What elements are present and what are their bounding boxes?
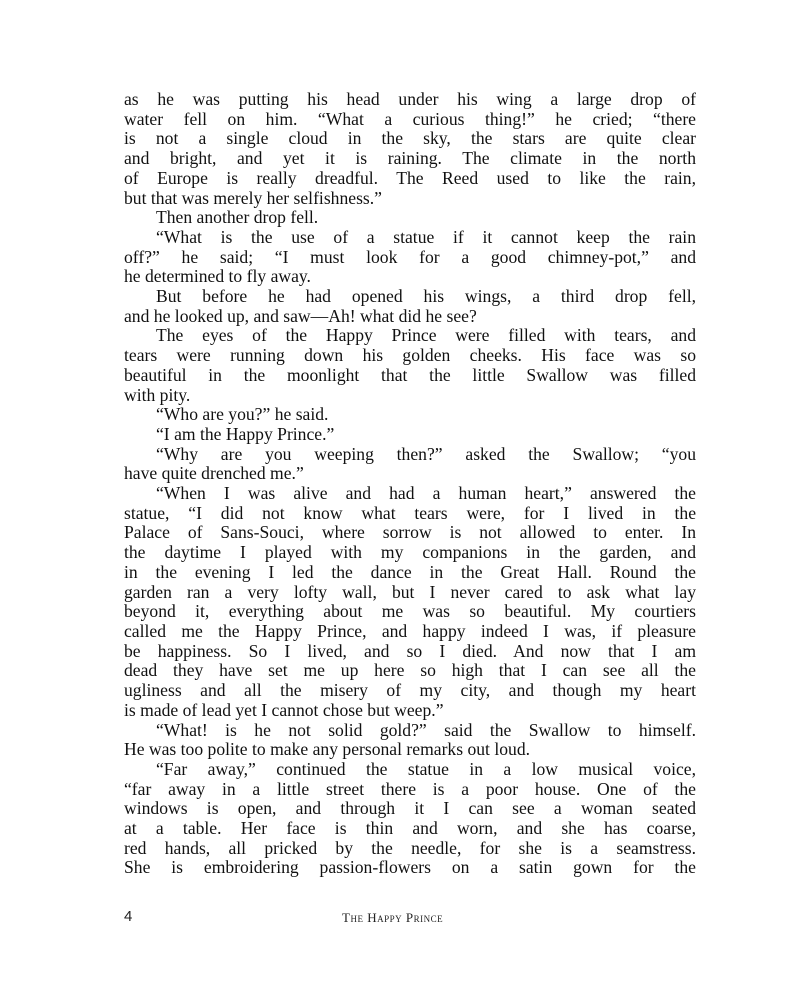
text-line: “What! is he not solid gold?” said the Swallow to himself.	[156, 719, 696, 740]
running-head: The Happy Prince	[342, 910, 444, 925]
text-line: and he looked up, and saw—Ah! what did he see?	[124, 305, 477, 326]
text-line: as he was putting his head under his wing a large drop of	[124, 89, 696, 109]
text-line: The eyes of the Happy Prince were filled with tears, and	[156, 325, 696, 346]
page-footer	[124, 908, 696, 930]
text-line: is not a single cloud in the sky, the stars are quite clear	[124, 128, 696, 149]
text-line: off?” he said; “I must look for a good chimney-pot,” and	[124, 246, 696, 267]
text-line: “Why are you weeping then?” asked the Swallow; “you	[156, 443, 696, 464]
text-line: But before he had opened his wings, a third drop fell,	[156, 286, 696, 307]
text-line: Then another drop fell.	[156, 207, 319, 228]
text-line: windows is open, and through it I can see a woman seated	[124, 798, 696, 819]
text-line: called me the Happy Prince, and happy indeed I was, if pleasure	[124, 620, 696, 641]
text-line: tears were running down his golden cheeks. His face was so	[124, 345, 696, 366]
body-text	[124, 90, 696, 878]
text-line: She is embroidering passion-flowers on a satin gown for the	[124, 857, 696, 878]
text-line: “far away in a little street there is a poor house. One of the	[124, 778, 696, 799]
text-line: statue, “I did not know what tears were, for I lived in the	[124, 502, 696, 523]
text-line: “Who are you?” he said.	[156, 404, 329, 425]
text-line: and bright, and yet it is raining. The climate in the north	[124, 148, 696, 169]
text-line: beautiful in the moonlight that the little Swallow was filled	[124, 364, 696, 385]
text-line: He was too polite to make any personal remarks out loud.	[124, 739, 531, 760]
text-line: at a table. Her face is thin and worn, and she has coarse,	[124, 818, 696, 839]
text-line: with pity.	[124, 384, 191, 405]
text-line: Palace of Sans-Souci, where sorrow is not allowed to enter. In	[124, 522, 696, 543]
text-line: he determined to fly away.	[124, 266, 311, 287]
text-line: of Europe is really dreadful. The Reed used to like the rain,	[124, 167, 696, 188]
text-line: “Far away,” continued the statue in a low musical voice,	[156, 758, 696, 779]
text-line: the daytime I played with my companions in the garden, and	[124, 542, 696, 563]
text-line: have quite drenched me.”	[124, 463, 304, 484]
text-line: “I am the Happy Prince.”	[156, 423, 335, 444]
text-line: beyond it, everything about me was so beautiful. My courtiers	[124, 601, 696, 622]
text-line: “What is the use of a statue if it cannot keep the rain	[156, 226, 696, 247]
text-line: ugliness and all the misery of my city, and though my heart	[124, 680, 696, 701]
page-number: 4	[124, 908, 133, 925]
text-line: garden ran a very lofty wall, but I never cared to ask what lay	[124, 581, 696, 602]
text-line: water fell on him. “What a curious thing!” he cried; “there	[124, 108, 696, 129]
text-line: is made of lead yet I cannot chose but weep.”	[124, 699, 444, 720]
text-line: but that was merely her selfishness.”	[124, 187, 382, 208]
text-line: in the evening I led the dance in the Great Hall. Round the	[124, 561, 696, 582]
text-line: be happiness. So I lived, and so I died. And now that I am	[124, 640, 696, 661]
text-line: red hands, all pricked by the needle, for she is a seamstress.	[124, 837, 696, 858]
text-line: “When I was alive and had a human heart,” answered the	[156, 483, 696, 504]
text-line: dead they have set me up here so high that I can see all the	[124, 660, 696, 681]
